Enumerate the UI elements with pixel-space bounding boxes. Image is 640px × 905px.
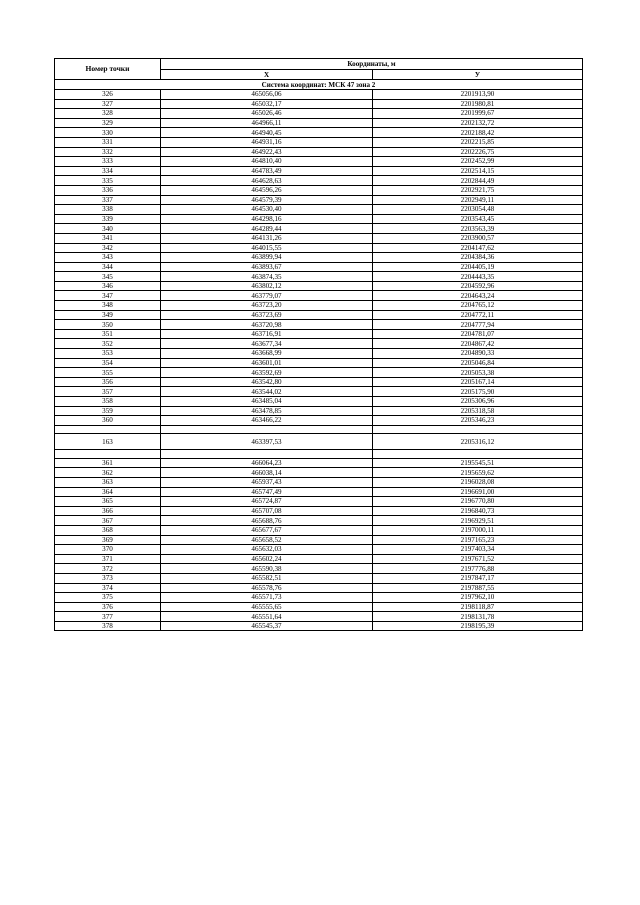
x-cell: 466064,23: [161, 458, 373, 468]
x-cell: 464940,45: [161, 128, 373, 138]
table-row: [55, 99, 583, 109]
table-row: [55, 406, 583, 416]
x-cell: 464015,55: [161, 243, 373, 253]
coordinate-system-row: [55, 80, 583, 90]
y-cell: 2205053,38: [373, 368, 583, 378]
table-row: [55, 90, 583, 100]
table-row: [55, 137, 583, 147]
y-cell: 2204592,96: [373, 281, 583, 291]
point-number-cell: 337: [55, 195, 161, 205]
y-cell: 2196028,08: [373, 477, 583, 487]
table-row: [55, 416, 583, 426]
point-number-cell: 332: [55, 147, 161, 157]
y-cell: 2205046,84: [373, 358, 583, 368]
table-row: [55, 349, 583, 359]
x-cell: 464628,63: [161, 176, 373, 186]
table-row: [55, 525, 583, 535]
point-number-cell: 341: [55, 233, 161, 243]
point-number-cell: 328: [55, 109, 161, 119]
y-cell: 2202921,75: [373, 185, 583, 195]
table-row: [55, 397, 583, 407]
point-number-cell: 363: [55, 477, 161, 487]
table-row: [55, 339, 583, 349]
point-number-cell: 355: [55, 368, 161, 378]
x-cell: 463893,67: [161, 262, 373, 272]
point-number-cell: 374: [55, 583, 161, 593]
y-cell: 2205318,58: [373, 406, 583, 416]
empty-cell: [161, 450, 373, 459]
y-cell: 2197962,10: [373, 593, 583, 603]
point-number-cell: 357: [55, 387, 161, 397]
x-cell: 463601,01: [161, 358, 373, 368]
x-cell: 465571,73: [161, 593, 373, 603]
y-cell: 2204772,11: [373, 310, 583, 320]
point-number-cell: 344: [55, 262, 161, 272]
y-cell: 2204147,62: [373, 243, 583, 253]
point-number-cell: 370: [55, 545, 161, 555]
y-cell: 2197000,11: [373, 525, 583, 535]
y-cell: 2197671,52: [373, 554, 583, 564]
y-cell: 2203563,39: [373, 224, 583, 234]
x-cell: 465578,76: [161, 583, 373, 593]
y-cell: 2201999,67: [373, 109, 583, 119]
x-cell: 465688,76: [161, 516, 373, 526]
table-row: [55, 468, 583, 478]
y-cell: 2203900,57: [373, 233, 583, 243]
y-cell: 2197887,55: [373, 583, 583, 593]
y-cell: 2201980,81: [373, 99, 583, 109]
x-cell: 463592,69: [161, 368, 373, 378]
x-cell: 463723,20: [161, 301, 373, 311]
point-number-cell: 369: [55, 535, 161, 545]
x-cell: 465602,24: [161, 554, 373, 564]
x-cell: 464131,26: [161, 233, 373, 243]
point-number-cell: 350: [55, 320, 161, 330]
table-row: [55, 128, 583, 138]
x-cell: 465582,51: [161, 573, 373, 583]
table-row: [55, 195, 583, 205]
empty-cell: [55, 425, 161, 434]
point-number-cell: 358: [55, 397, 161, 407]
x-cell: 463874,35: [161, 272, 373, 282]
x-cell: 464289,44: [161, 224, 373, 234]
table-row: [55, 516, 583, 526]
coordinates-table: [54, 58, 583, 631]
x-cell: 465707,08: [161, 506, 373, 516]
y-cell: 2195545,51: [373, 458, 583, 468]
point-number-cell: 336: [55, 185, 161, 195]
y-cell: 2203054,48: [373, 205, 583, 215]
x-cell: 465026,46: [161, 109, 373, 119]
y-cell: 2198131,78: [373, 612, 583, 622]
point-number-cell: 359: [55, 406, 161, 416]
header-row: [55, 59, 583, 70]
x-cell: 464922,43: [161, 147, 373, 157]
x-cell: 464579,39: [161, 195, 373, 205]
table-row: [55, 434, 583, 450]
x-cell: 463720,98: [161, 320, 373, 330]
coordinate-system-label: Система координат: МСК 47 зона 2: [55, 80, 583, 90]
point-number-cell: 327: [55, 99, 161, 109]
point-number-cell: 338: [55, 205, 161, 215]
y-cell: 2202132,72: [373, 118, 583, 128]
table-row: [55, 147, 583, 157]
table-row: [55, 545, 583, 555]
y-cell: 2196929,51: [373, 516, 583, 526]
table-row: [55, 602, 583, 612]
y-cell: 2205316,12: [373, 434, 583, 450]
point-number-cell: 356: [55, 377, 161, 387]
y-cell: 2205175,90: [373, 387, 583, 397]
point-number-cell: 346: [55, 281, 161, 291]
point-number-cell: 340: [55, 224, 161, 234]
y-cell: 2204765,12: [373, 301, 583, 311]
table-row: [55, 176, 583, 186]
y-cell: 2196770,80: [373, 497, 583, 507]
point-number-cell: 347: [55, 291, 161, 301]
point-number-cell: 373: [55, 573, 161, 583]
x-cell: 463478,85: [161, 406, 373, 416]
y-cell: 2205167,14: [373, 377, 583, 387]
empty-cell: [55, 450, 161, 459]
x-cell: 465937,43: [161, 477, 373, 487]
point-number-cell: 333: [55, 157, 161, 167]
x-cell: 463668,99: [161, 349, 373, 359]
x-cell: 466038,14: [161, 468, 373, 478]
x-cell: 464596,26: [161, 185, 373, 195]
table-row: [55, 358, 583, 368]
point-number-header: Номер точки: [55, 59, 161, 80]
point-number-cell: 352: [55, 339, 161, 349]
table-row: [55, 109, 583, 119]
y-cell: 2204890,33: [373, 349, 583, 359]
table-row: [55, 272, 583, 282]
x-cell: 464530,40: [161, 205, 373, 215]
y-cell: 2198118,87: [373, 602, 583, 612]
y-cell: 2204867,42: [373, 339, 583, 349]
point-number-cell: 354: [55, 358, 161, 368]
point-number-cell: 365: [55, 497, 161, 507]
x-cell: 463723,69: [161, 310, 373, 320]
x-cell: 465677,67: [161, 525, 373, 535]
table-row: [55, 233, 583, 243]
x-cell: 463397,53: [161, 434, 373, 450]
y-cell: 2202215,85: [373, 137, 583, 147]
point-number-cell: 360: [55, 416, 161, 426]
y-header: У: [373, 70, 583, 80]
y-cell: 2204781,07: [373, 329, 583, 339]
x-cell: 465590,38: [161, 564, 373, 574]
point-number-cell: 361: [55, 458, 161, 468]
table-row: [55, 368, 583, 378]
point-number-cell: 330: [55, 128, 161, 138]
y-cell: 2197847,17: [373, 573, 583, 583]
point-number-cell: 163: [55, 434, 161, 450]
table-row: [55, 243, 583, 253]
y-cell: 2202844,49: [373, 176, 583, 186]
table-row: [55, 506, 583, 516]
y-cell: 2197776,88: [373, 564, 583, 574]
table-row: [55, 157, 583, 167]
y-cell: 2202188,42: [373, 128, 583, 138]
point-number-cell: 343: [55, 253, 161, 263]
y-cell: 2201913,90: [373, 90, 583, 100]
empty-cell: [373, 450, 583, 459]
table-row: [55, 224, 583, 234]
y-cell: 2204384,36: [373, 253, 583, 263]
y-cell: 2204405,19: [373, 262, 583, 272]
point-number-cell: 368: [55, 525, 161, 535]
table-row: [55, 291, 583, 301]
point-number-cell: 364: [55, 487, 161, 497]
y-cell: 2205346,23: [373, 416, 583, 426]
point-number-cell: 372: [55, 564, 161, 574]
x-cell: 465032,17: [161, 99, 373, 109]
table-row: [55, 554, 583, 564]
x-cell: 465747,49: [161, 487, 373, 497]
coordinates-header: Координаты, м: [161, 59, 583, 70]
point-number-cell: 371: [55, 554, 161, 564]
y-cell: 2202514,15: [373, 166, 583, 176]
x-cell: 464298,16: [161, 214, 373, 224]
table-row: [55, 477, 583, 487]
point-number-cell: 335: [55, 176, 161, 186]
point-number-cell: 342: [55, 243, 161, 253]
point-number-cell: 339: [55, 214, 161, 224]
x-cell: 464966,11: [161, 118, 373, 128]
table-row: [55, 621, 583, 631]
y-cell: 2198195,39: [373, 621, 583, 631]
table-row: [55, 564, 583, 574]
table-row: [55, 301, 583, 311]
table-row: [55, 387, 583, 397]
table-row: [55, 573, 583, 583]
x-cell: 463466,22: [161, 416, 373, 426]
table-row: [55, 185, 583, 195]
point-number-cell: 377: [55, 612, 161, 622]
table-body: [55, 90, 583, 631]
table-row: [55, 497, 583, 507]
y-cell: 2196691,00: [373, 487, 583, 497]
table-row: [55, 487, 583, 497]
table-row: [55, 118, 583, 128]
y-cell: 2204777,94: [373, 320, 583, 330]
x-cell: 465551,64: [161, 612, 373, 622]
point-number-cell: 329: [55, 118, 161, 128]
table-row: [55, 214, 583, 224]
point-number-cell: 378: [55, 621, 161, 631]
empty-cell: [161, 425, 373, 434]
point-number-cell: 367: [55, 516, 161, 526]
table-row: [55, 320, 583, 330]
point-number-cell: 348: [55, 301, 161, 311]
y-cell: 2204643,24: [373, 291, 583, 301]
x-cell: 463716,91: [161, 329, 373, 339]
table-row: [55, 205, 583, 215]
y-cell: 2197165,23: [373, 535, 583, 545]
x-cell: 465056,06: [161, 90, 373, 100]
table-row: [55, 262, 583, 272]
point-number-cell: 334: [55, 166, 161, 176]
x-cell: 464810,40: [161, 157, 373, 167]
x-cell: 465724,87: [161, 497, 373, 507]
point-number-cell: 366: [55, 506, 161, 516]
x-cell: 463485,04: [161, 397, 373, 407]
table-row: [55, 458, 583, 468]
table-row: [55, 583, 583, 593]
x-cell: 465632,03: [161, 545, 373, 555]
x-cell: 463544,02: [161, 387, 373, 397]
table-row: [55, 329, 583, 339]
x-cell: 465555,65: [161, 602, 373, 612]
x-header: Х: [161, 70, 373, 80]
point-number-cell: 349: [55, 310, 161, 320]
table-row: [55, 612, 583, 622]
y-cell: 2205306,96: [373, 397, 583, 407]
y-cell: 2195659,62: [373, 468, 583, 478]
y-cell: 2196840,73: [373, 506, 583, 516]
table-row: [55, 166, 583, 176]
x-cell: 463542,80: [161, 377, 373, 387]
point-number-cell: 331: [55, 137, 161, 147]
y-cell: 2203543,45: [373, 214, 583, 224]
x-cell: 465545,37: [161, 621, 373, 631]
table-row: [55, 377, 583, 387]
table-row: [55, 535, 583, 545]
x-cell: 464783,49: [161, 166, 373, 176]
table-row: [55, 253, 583, 263]
point-number-cell: 326: [55, 90, 161, 100]
x-cell: 465658,52: [161, 535, 373, 545]
y-cell: 2202226,75: [373, 147, 583, 157]
x-cell: 463677,34: [161, 339, 373, 349]
y-cell: 2202452,99: [373, 157, 583, 167]
blank-row: [55, 450, 583, 459]
x-cell: 463779,07: [161, 291, 373, 301]
point-number-cell: 345: [55, 272, 161, 282]
point-number-cell: 353: [55, 349, 161, 359]
table-row: [55, 281, 583, 291]
point-number-cell: 351: [55, 329, 161, 339]
y-cell: 2204443,35: [373, 272, 583, 282]
table-row: [55, 593, 583, 603]
point-number-cell: 362: [55, 468, 161, 478]
x-cell: 464931,16: [161, 137, 373, 147]
y-cell: 2197403,34: [373, 545, 583, 555]
point-number-cell: 375: [55, 593, 161, 603]
blank-row: [55, 425, 583, 434]
x-cell: 463899,94: [161, 253, 373, 263]
empty-cell: [373, 425, 583, 434]
y-cell: 2202949,11: [373, 195, 583, 205]
x-cell: 463802,12: [161, 281, 373, 291]
table-row: [55, 310, 583, 320]
point-number-cell: 376: [55, 602, 161, 612]
